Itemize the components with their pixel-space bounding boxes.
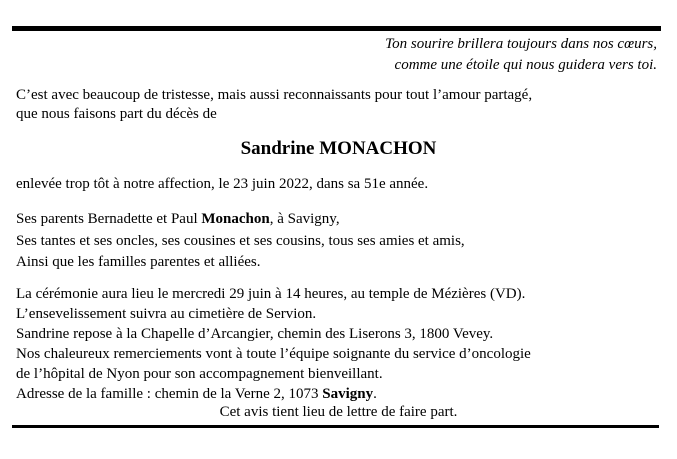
family-address-line — [16, 384, 531, 404]
family-paragraph — [16, 209, 465, 274]
intro-line-2: que nous faisons part du décès de — [16, 106, 217, 122]
deceased-name: Sandrine MONACHON — [240, 138, 437, 159]
family-parents-prefix: Ses parents Bernadette et Paul — [16, 211, 202, 227]
family-surname: Monachon — [201, 211, 270, 227]
address-town: Savigny — [322, 386, 374, 402]
family-allied-line: Ainsi que les familles parentes et alliées. — [16, 254, 261, 270]
address-prefix: Adresse de la famille : chemin de la Verne 2, 1073 — [16, 386, 323, 402]
death-date-line: enlevée trop tôt à notre affection, le 23 juin 2022, dans sa 51e année. — [16, 176, 429, 192]
ceremony-line-5: de l’hôpital de Nyon pour son accompagnement bienveillant. — [16, 366, 383, 382]
bottom-rule — [12, 425, 659, 428]
ceremony-line-1: La cérémonie aura lieu le mercredi 29 juin à 14 heures, au temple de Mézières (VD). — [16, 286, 526, 302]
intro-line-1: C’est avec beaucoup de tristesse, mais aussi reconnaissants pour tout l’amour partagé, — [16, 87, 533, 103]
epigraph-line-2: comme une étoile qui nous guidera vers toi. — [394, 57, 657, 73]
epigraph-line-1: Ton sourire brillera toujours dans nos cœurs, — [385, 36, 657, 52]
epigraph — [385, 34, 657, 76]
ceremony-line-3: Sandrine repose à la Chapelle d’Arcangier, chemin des Liserons 3, 1800 Vevey. — [16, 326, 494, 342]
closing-line: Cet avis tient lieu de lettre de faire part. — [219, 404, 458, 420]
intro-paragraph — [16, 86, 532, 124]
family-parents-suffix: , à Savigny, — [269, 211, 340, 227]
top-rule — [12, 26, 661, 31]
address-suffix: . — [373, 386, 377, 402]
family-relatives-line: Ses tantes et ses oncles, ses cousines et ses cousins, tous ses amies et amis, — [16, 232, 465, 249]
family-parents-line — [16, 209, 465, 231]
ceremony-paragraph — [16, 284, 531, 404]
ceremony-line-4: Nos chaleureux remerciements vont à toute l’équipe soignante du service d’oncologie — [16, 346, 531, 362]
ceremony-line-2: L’ensevelissement suivra au cimetière de Servion. — [16, 306, 317, 322]
